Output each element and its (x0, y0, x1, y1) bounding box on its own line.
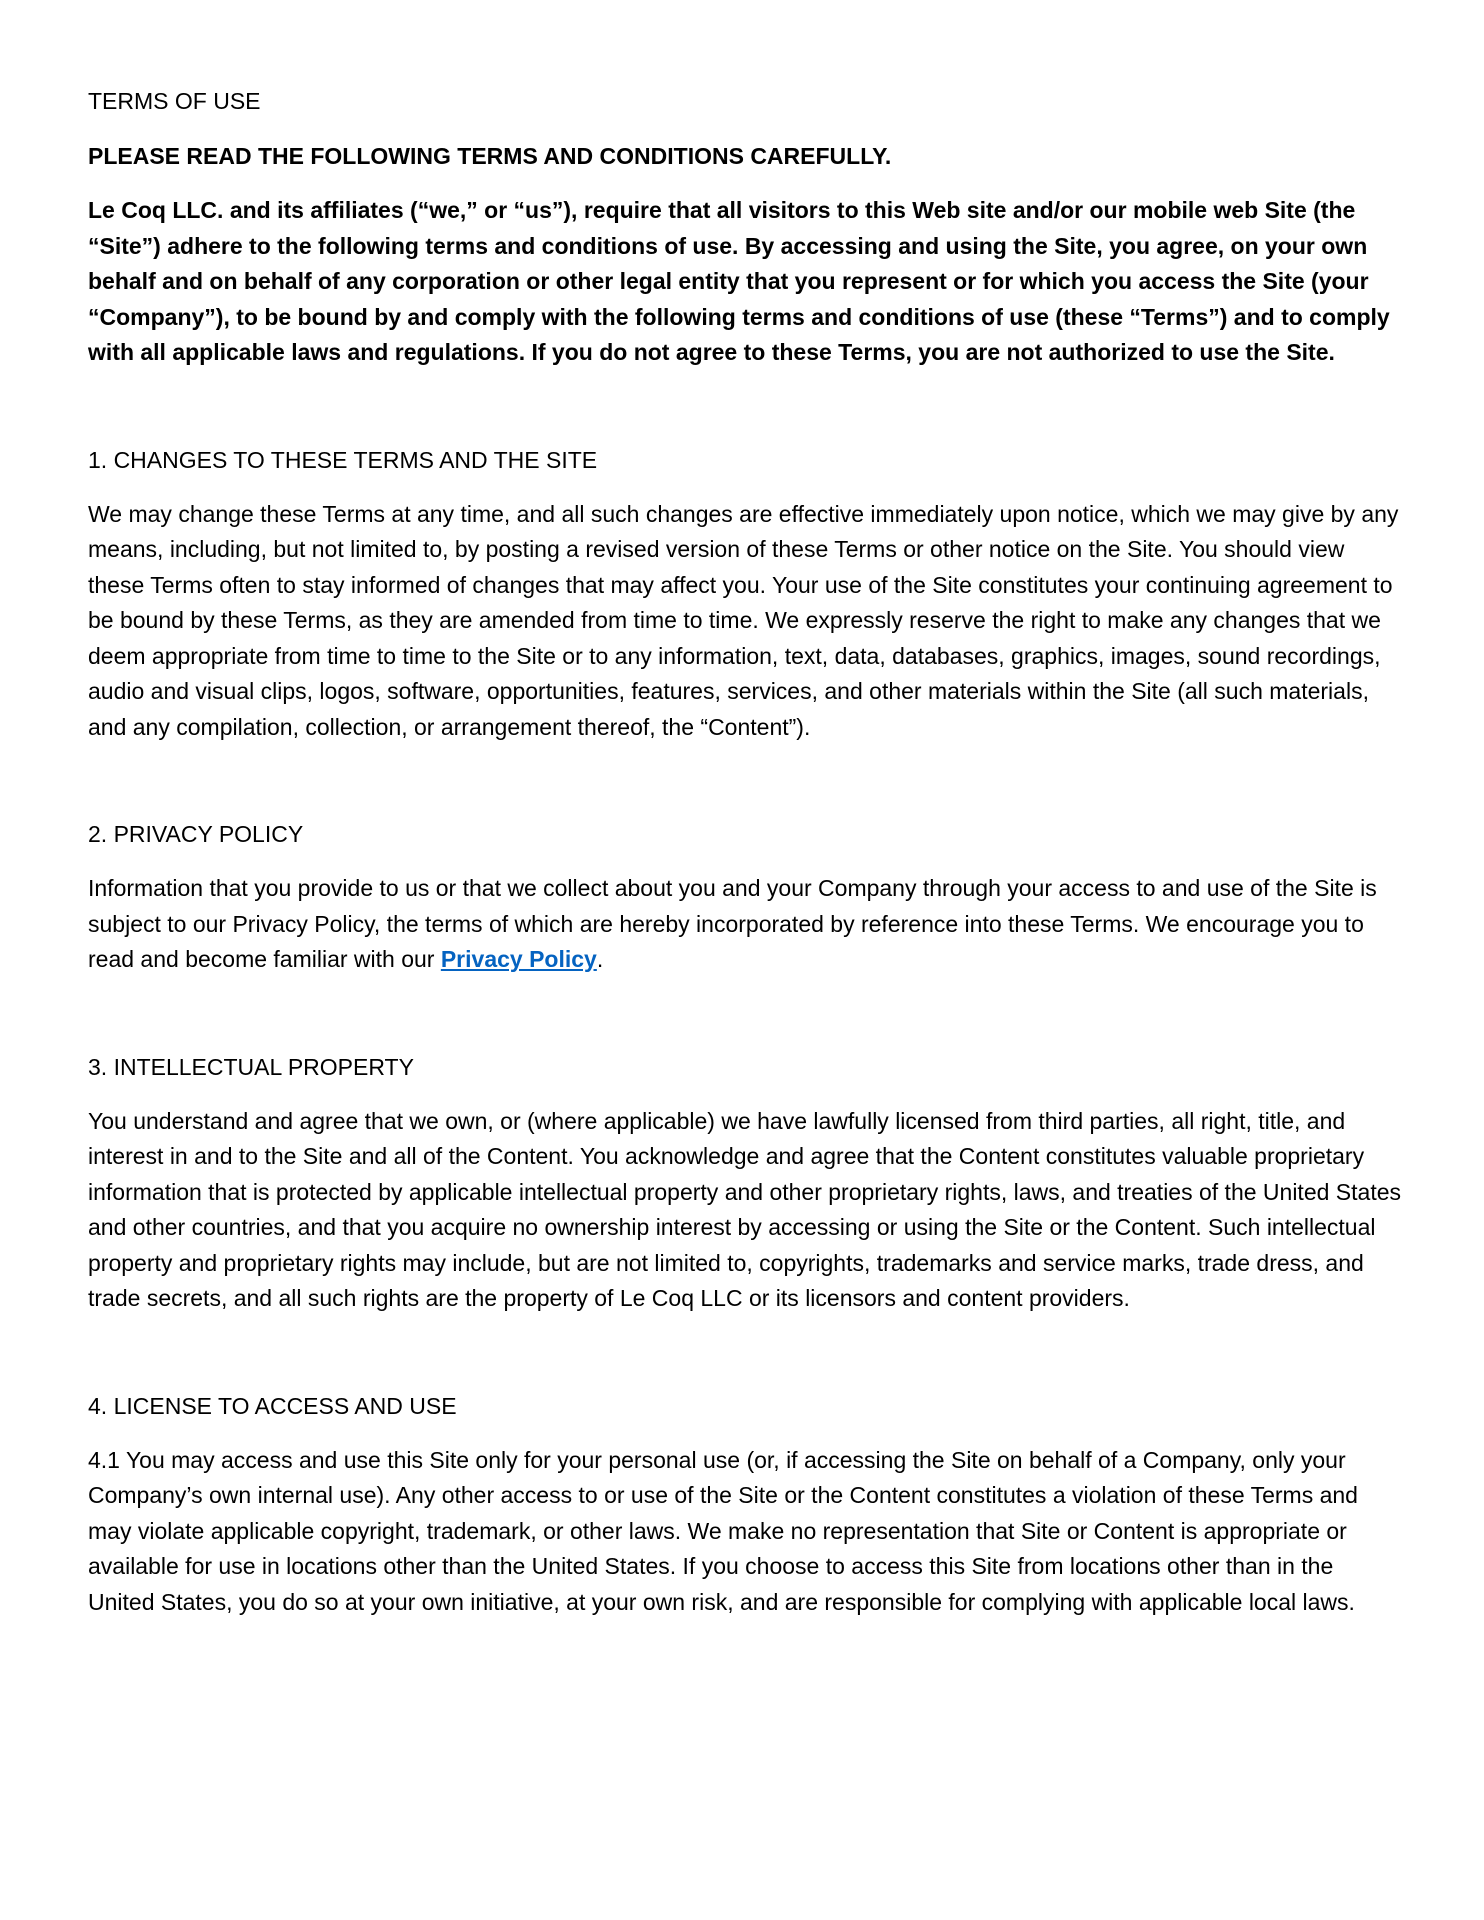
page-title: TERMS OF USE (88, 88, 261, 114)
section-heading: 3. INTELLECTUAL PROPERTY (88, 1053, 414, 1080)
section-body: 4.1 You may access and use this Site only for your personal use (or, if accessing the Site on behalf of a Company, only your Company’s own internal use). Any other access to or use of the Site or the Content constitutes a violation of these Terms and may violate applicable copyright, trademark, or other laws. We make no representation that Site or Content is appropriate or available for use in locations other than the United States. If you choose to access this Site from locations other than in the United States, you do so at your own initiative, at your own risk, and are responsible for complying with applicable local laws. (88, 1446, 1358, 1615)
section-body-text: Information that you provide to us or that we collect about you and your Company through your access to and use of the Site is subject to our Privacy Policy, the terms of which are hereby incorporated by reference into these Terms. We encourage you to read and become familiar with our (88, 875, 1377, 972)
section-changes (88, 443, 1404, 746)
section-privacy-policy (88, 817, 1404, 978)
section-intellectual-property (88, 1050, 1404, 1317)
intro-paragraph: Le Coq LLC. and its affiliates (“we,” or “us”), require that all visitors to this Web site and/or our mobile web Site (the “Site”) adhere to the following terms and conditions of use. By accessing and using the Site, you agree, on your own behalf and on behalf of any corporation or other legal entity that you represent or for which you access the Site (your “Company”), to be bound by and comply with the following terms and conditions of use (these “Terms”) and to comply with all applicable laws and regulations. If you do not agree to these Terms, you are not authorized to use the Site. (88, 197, 1390, 365)
privacy-policy-link[interactable]: Privacy Policy (440, 946, 597, 972)
section-body (88, 871, 1404, 978)
section-body-end: . (596, 946, 604, 972)
section-heading: 1. CHANGES TO THESE TERMS AND THE SITE (88, 446, 598, 473)
section-license (88, 1389, 1404, 1621)
section-heading: 2. PRIVACY POLICY (88, 821, 304, 847)
warning-notice: PLEASE READ THE FOLLOWING TERMS AND CONDITIONS CAREFULLY. (88, 143, 892, 169)
section-heading: 4. LICENSE TO ACCESS AND USE (88, 1392, 457, 1419)
section-body: We may change these Terms at any time, and all such changes are effective immediately upon notice, which we may give by any means, including, but not limited to, by posting a revised version of these Terms or other notice on the Site. You should view these Terms often to stay informed of changes that may affect you. Your use of the Site constitutes your continuing agreement to be bound by these Terms, as they are amended from time to time. We expressly reserve the right to make any changes that we deem appropriate from time to time to the Site or to any information, text, data, databases, graphics, images, sound recordings, audio and visual clips, logos, software, opportunities, features, services, and other materials within the Site (all such materials, and any compilation, collection, or arrangement thereof, the “Content”). (88, 500, 1399, 740)
section-body: You understand and agree that we own, or (where applicable) we have lawfully licensed from third parties, all right, title, and interest in and to the Site and all of the Content. You acknowledge and agree that the Content constitutes valuable proprietary information that is protected by applicable intellectual property and other proprietary rights, laws, and treaties of the United States and other countries, and that you acquire no ownership interest by accessing or using the Site or the Content. Such intellectual property and proprietary rights may include, but are not limited to, copyrights, trademarks and service marks, trade dress, and trade secrets, and all such rights are the property of Le Coq LLC or its licensors and content providers. (88, 1107, 1401, 1311)
